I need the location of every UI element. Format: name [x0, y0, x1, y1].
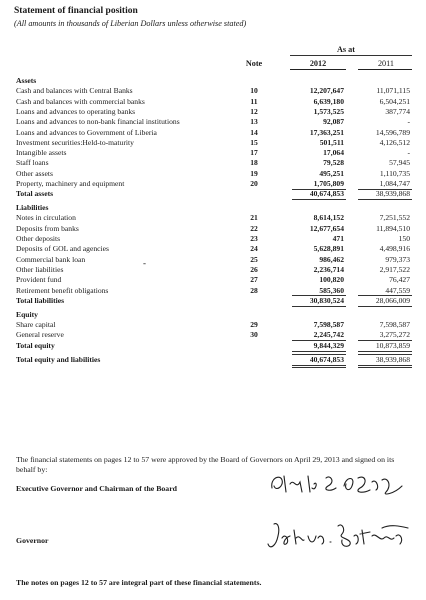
- total-row: [0, 296, 426, 306]
- row-value-2012: 79,528: [323, 158, 344, 168]
- row-label: Staff loans: [16, 158, 49, 168]
- row-value-2012: 501,511: [319, 137, 344, 147]
- total-underline: [358, 365, 412, 366]
- row-note: 24: [250, 244, 258, 254]
- row-value-2011: 38,939,868: [375, 189, 410, 199]
- total-underline: [292, 365, 346, 366]
- total-underline: [358, 306, 412, 307]
- total-underline: [292, 199, 346, 200]
- row-label: Other liabilities: [16, 264, 64, 274]
- row-value-2012: 17,363,251: [309, 127, 344, 137]
- page-title: Statement of financial position: [14, 6, 138, 16]
- row-value-2011: 1,110,735: [379, 168, 410, 178]
- row-label: Other assets: [16, 168, 53, 178]
- table-row: [0, 320, 426, 330]
- row-value-2011: 7,251,552: [379, 213, 410, 223]
- row-label: Assets: [16, 76, 37, 85]
- total-row: [0, 189, 426, 199]
- row-value-2011: 2,917,522: [379, 264, 410, 274]
- row-label: Commercial bank loan: [16, 254, 86, 264]
- row-value-2011: 1,084,747: [379, 179, 410, 188]
- header-bottom-rule-2011: [358, 69, 412, 70]
- row-value-2011: 6,504,251: [379, 96, 410, 106]
- row-label: Provident fund: [16, 275, 62, 285]
- table-row: [0, 158, 426, 168]
- total-underline: [358, 351, 412, 352]
- row-value-2012: 7,598,587: [313, 319, 344, 329]
- section-heading-row: [0, 310, 426, 320]
- header-2012: 2012: [309, 59, 327, 68]
- row-label: Total equity and liabilities: [16, 354, 101, 364]
- table-row: [0, 213, 426, 223]
- subtotal-rule: [292, 189, 346, 190]
- row-value-2012: 12,677,654: [309, 223, 344, 233]
- row-label: Retirement benefit obligations: [16, 285, 109, 295]
- row-label: Other deposits: [16, 234, 61, 243]
- row-label: Total assets: [16, 189, 54, 199]
- row-value-2012: 30,830,524: [309, 295, 344, 305]
- row-value-2011: 3,275,272: [379, 330, 410, 340]
- row-value-2012: 12,207,647: [309, 86, 344, 96]
- table-row: [0, 255, 426, 265]
- row-note: 10: [250, 86, 258, 96]
- row-note: 19: [250, 168, 258, 178]
- signatory-governor: Governor: [16, 536, 49, 545]
- table-row: [0, 97, 426, 107]
- row-value-2011: 4,498,916: [379, 244, 410, 254]
- row-value-2012: 585,360: [319, 285, 344, 295]
- row-value-2011: 38,939,868: [375, 354, 410, 364]
- row-note: 27: [250, 275, 258, 285]
- row-note: 28: [250, 285, 258, 295]
- row-label: Total equity: [16, 340, 55, 350]
- row-label: Cash and balances with commercial banks: [16, 96, 145, 106]
- stray-mark: -: [143, 258, 146, 268]
- table-row: [0, 169, 426, 179]
- row-label: Notes in circulation: [16, 213, 76, 223]
- table-row: [0, 179, 426, 189]
- row-note: 13: [250, 117, 258, 127]
- row-note: 23: [250, 234, 258, 243]
- row-value-2011: 447,559: [385, 285, 410, 295]
- row-note: 15: [250, 137, 258, 147]
- row-label: Share capital: [16, 319, 56, 329]
- row-value-2012: 8,614,152: [313, 213, 344, 223]
- table-row: [0, 128, 426, 138]
- row-value-2012: 100,820: [319, 275, 344, 285]
- row-note: 17: [250, 148, 258, 158]
- row-label: Cash and balances with Central Banks: [16, 86, 133, 96]
- table-row: [0, 138, 426, 148]
- row-label: Total liabilities: [16, 295, 65, 305]
- row-value-2011: 7,598,587: [379, 319, 410, 329]
- table-row: [0, 275, 426, 285]
- row-value-2012: 9,844,329: [313, 340, 344, 350]
- row-value-2011: 14,596,789: [375, 127, 410, 137]
- total-underline: [292, 306, 346, 307]
- row-value-2011: 57,945: [389, 158, 410, 168]
- row-value-2012: 17,064: [323, 148, 344, 158]
- row-value-2012: 471: [332, 234, 344, 243]
- row-note: 25: [250, 254, 258, 264]
- total-row: [0, 341, 426, 351]
- row-value-2012: 495,251: [319, 168, 344, 178]
- total-underline: [358, 199, 412, 200]
- total-double-underline: [292, 367, 346, 368]
- row-label: Loans and advances to operating banks: [16, 106, 136, 116]
- row-label: Investment securities:Held-to-maturity: [16, 137, 134, 147]
- row-label: Loans and advances to Government of Liberia: [16, 127, 157, 137]
- row-label: Deposits of GOL and agencies: [16, 244, 109, 254]
- header-as-at: As at: [337, 45, 355, 54]
- table-row: [0, 265, 426, 275]
- row-label: Intangible assets: [16, 148, 67, 158]
- row-value-2011: 28,066,009: [375, 295, 410, 305]
- table-row: [0, 107, 426, 117]
- row-value-2012: 2,236,714: [313, 264, 344, 274]
- row-value-2012: 2,245,742: [313, 330, 344, 340]
- section-heading-row: [0, 203, 426, 213]
- table-row: [0, 224, 426, 234]
- table-row: [0, 234, 426, 244]
- row-value-2012: 40,674,853: [309, 354, 344, 364]
- header-bottom-rule-2012: [290, 69, 346, 70]
- table-row: [0, 117, 426, 127]
- row-value-2011: 11,071,115: [376, 86, 410, 96]
- signature-executive-governor: [266, 470, 412, 498]
- row-note: 21: [250, 213, 258, 223]
- row-note: 29: [250, 319, 258, 329]
- signatory-executive-governor: Executive Governor and Chairman of the Board: [16, 484, 177, 493]
- row-value-2012: 5,628,891: [313, 244, 344, 254]
- table-row: [0, 244, 426, 254]
- table-row: [0, 148, 426, 158]
- row-note: 14: [250, 127, 258, 137]
- row-value-2012: 92,087: [323, 117, 344, 127]
- row-note: 22: [250, 223, 258, 233]
- subtotal-rule: [292, 354, 346, 355]
- total-underline: [292, 351, 346, 352]
- table-row: [0, 330, 426, 340]
- signature-governor: [264, 520, 412, 554]
- row-note: 18: [250, 158, 258, 168]
- row-value-2011: 10,873,859: [375, 340, 410, 350]
- header-as-at-rule: [290, 55, 412, 56]
- row-label: Loans and advances to non-bank financial institutions: [16, 117, 180, 127]
- subtotal-rule: [358, 189, 412, 190]
- row-value-2012: 1,573,525: [313, 106, 344, 116]
- row-value-2012: 40,674,853: [309, 189, 344, 199]
- row-note: 20: [250, 179, 258, 188]
- row-value-2011: 979,373: [385, 254, 410, 264]
- header-note: Note: [245, 59, 263, 68]
- subtotal-rule: [358, 340, 412, 341]
- row-note: 12: [250, 106, 258, 116]
- total-row: [0, 355, 426, 365]
- row-value-2011: 76,427: [389, 275, 410, 285]
- row-label: Property, machinery and equipment: [16, 179, 125, 188]
- page-subtitle: (All amounts in thousands of Liberian Dollars unless otherwise stated): [14, 19, 247, 28]
- row-value-2011: 150: [398, 234, 410, 243]
- subtotal-rule: [358, 354, 412, 355]
- table-row: [0, 286, 426, 296]
- row-value-2011: -: [407, 117, 410, 127]
- table-row: [0, 86, 426, 96]
- row-note: 30: [250, 330, 258, 340]
- section-heading-row: [0, 76, 426, 86]
- row-value-2011: 4,126,512: [379, 137, 410, 147]
- row-label: Equity: [16, 309, 38, 319]
- row-label: Deposits from banks: [16, 223, 79, 233]
- row-note: 11: [250, 96, 258, 106]
- subtotal-rule: [292, 295, 346, 296]
- row-value-2011: 11,894,510: [376, 223, 410, 233]
- row-value-2012: 1,705,809: [313, 179, 344, 188]
- footer-note: The notes on pages 12 to 57 are integral part of these financial statements.: [16, 578, 262, 587]
- row-value-2012: 986,462: [319, 254, 344, 264]
- subtotal-rule: [358, 295, 412, 296]
- row-label: Liabilities: [16, 203, 49, 213]
- row-value-2012: 6,639,180: [313, 96, 344, 106]
- header-2011: 2011: [377, 59, 395, 68]
- row-note: 26: [250, 264, 258, 274]
- subtotal-rule: [292, 340, 346, 341]
- approval-paragraph: The financial statements on pages 12 to 57 were approved by the Board of Governors on April 29, 2013 and signed on its behalf by:: [16, 455, 395, 474]
- row-value-2011: -: [407, 148, 410, 158]
- row-value-2011: 387,774: [385, 106, 410, 116]
- row-label: General reserve: [16, 330, 64, 340]
- total-double-underline: [358, 367, 412, 368]
